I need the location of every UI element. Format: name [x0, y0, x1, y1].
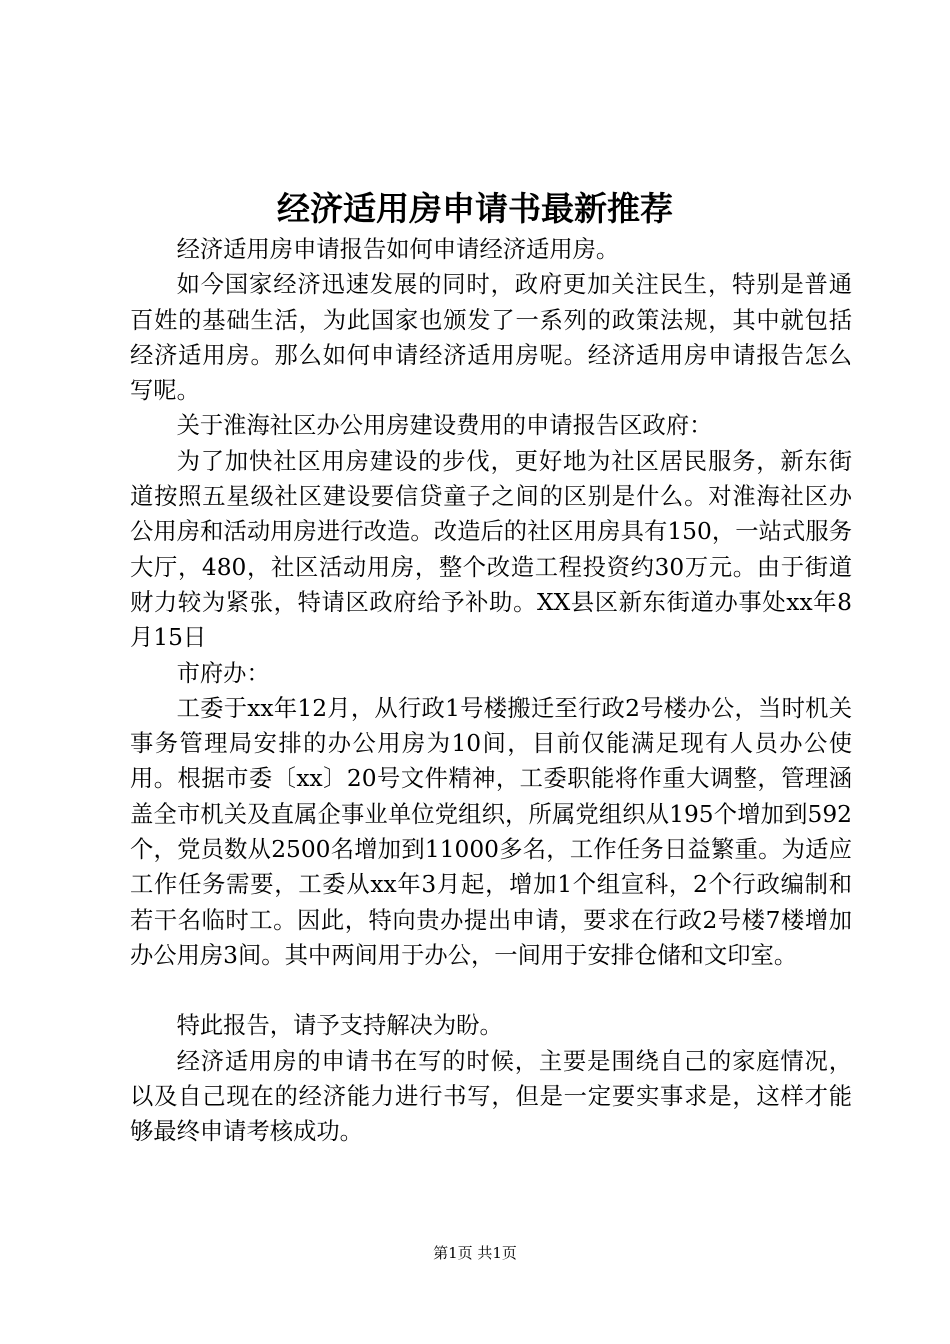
paragraph-report-heading: 关于淮海社区办公用房建设费用的申请报告区政府：: [176, 412, 713, 440]
paragraph-office-request: 工委于xx年12月，从行政1号楼搬迁至行政2号楼办公，当时机关事务管理局安排的办公用房为10间，目前仅能满足现有人员办公使用。根据市委〔xx〕20号文件精神，工委职能将作重大调整，管理涵盖全市机关及直属企事业单位党组织，所属党组织从195个增加到592个，党员数从2500名增加到11000多名，工作任务日益繁重。为适应工作任务需要，工委从xx年3月起，增加1个组宣科，2个行政编制和若干名临时工。因此，特向贵办提出申请，要求在行政2号楼7楼增加办公用房3间。其中两间用于办公，一间用于安排仓储和文印室。: [130, 694, 852, 969]
page-number-footer: 第1页 共1页: [433, 1244, 517, 1262]
paragraph-conclusion: 经济适用房的申请书在写的时候，主要是围绕自己的家庭情况，以及自己现在的经济能力进行书写，但是一定要实事求是，这样才能够最终申请考核成功。: [130, 1047, 852, 1146]
paragraph-recipient: 市府办：: [176, 659, 270, 687]
paragraph-community-renovation: 为了加快社区用房建设的步伐，更好地为社区居民服务，新东街道按照五星级社区建设要信贷童子之间的区别是什么。对淮海社区办公用房和活动用房进行改造。改造后的社区用房具有150，一站式服务大厅，480，社区活动用房，整个改造工程投资约30万元。由于街道财力较为紧张，特请区政府给予补助。XX县区新东街道办事处xx年8月15日: [130, 447, 852, 652]
paragraph-closing: 特此报告，请予支持解决为盼。: [176, 1012, 503, 1040]
paragraph-background: 如今国家经济迅速发展的同时，政府更加关注民生，特别是普通百姓的基础生活，为此国家也颁发了一系列的政策法规，其中就包括经济适用房。那么如何申请经济适用房呢。经济适用房申请报告怎么写呢。: [130, 271, 852, 405]
document-title: 经济适用房申请书最新推荐: [277, 189, 673, 228]
paragraph-intro: 经济适用房申请报告如何申请经济适用房。: [176, 236, 620, 263]
document-body: [130, 232, 852, 1149]
